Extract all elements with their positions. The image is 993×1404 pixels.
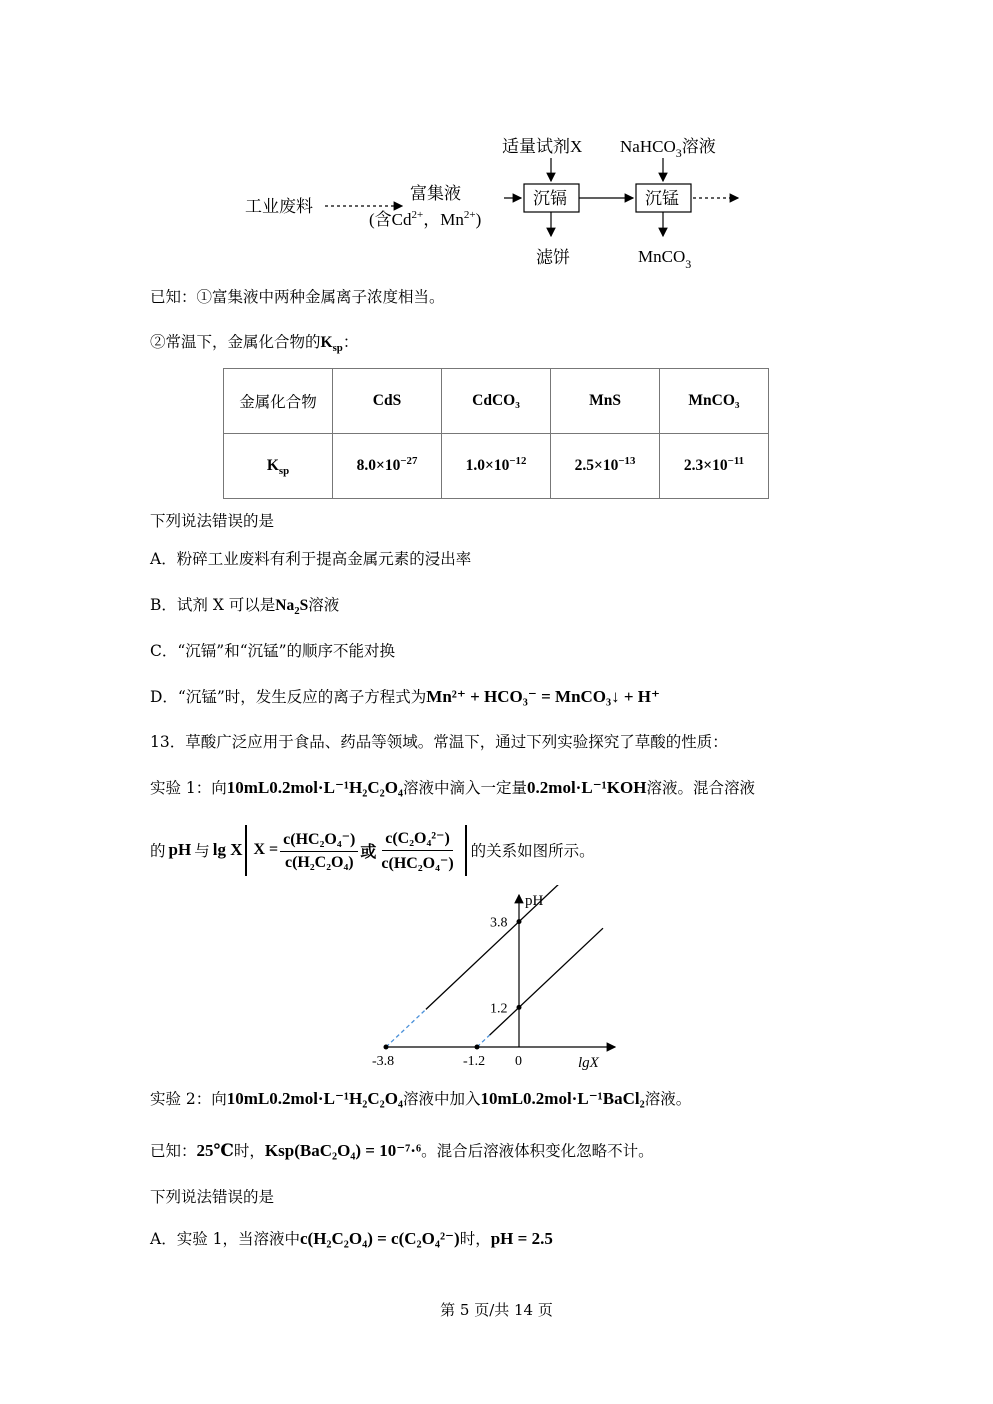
known-condition-1: 已知：①富集液中两种金属离子浓度相当。 [150, 288, 445, 306]
series-1-x-intercept-point [384, 1045, 389, 1050]
y-tick-label: 1.2 [490, 1001, 508, 1017]
q12-stem: 下列说法错误的是 [150, 512, 275, 530]
table-compound-mnco3: MnCO₃ [660, 369, 769, 434]
page-footer: 第 5 页/共 14 页 [440, 1301, 553, 1319]
q13-intro: 13．草酸广泛应用于食品、药品等领域。常温下，通过下列实验探究了草酸的性质： [150, 733, 728, 751]
relationship-line: 的 pH 与 lg X X = $\frac{\text{c(HC₂O₄⁻)}}{\text{c(H₂C₂O₄)}}$ 或 $\frac{\text{c(C₂O₄²⁻)}}{\text{c(HC₂O₄⁻)}}$ 的关系如图所示。 [150, 816, 595, 884]
series-2-x-intercept-point [475, 1045, 480, 1050]
series-1-line [426, 885, 603, 1009]
ph-lgx-chart [370, 885, 630, 1070]
x-tick-label: -3.8 [372, 1054, 395, 1069]
x-definition: X = $\frac{\text{c(HC₂O₄⁻)}}{\text{c(H₂C₂O₄)}}$ 或 $\frac{\text{c(C₂O₄²⁻)}}{\text{c(HC₂O₄⁻)}}$ [245, 825, 466, 876]
table-row [224, 369, 769, 434]
y-tick-label: 3.8 [490, 915, 508, 931]
ksp-table [223, 368, 769, 499]
known-condition-2: ②常温下，金属化合物的$K_{sp}$： [150, 333, 359, 355]
series-2-y-intercept-point [517, 1005, 522, 1010]
table-compound-cds: CdS [333, 369, 442, 434]
series-2-line [490, 928, 603, 1035]
known-condition-3: 已知：25℃时，Ksp(BaC₂O₄) = 10⁻⁷·⁶。混合后溶液体积变化忽略不计。 [150, 1141, 654, 1160]
table-compound-cdco3: CdCO₃ [442, 369, 551, 434]
flow-input: 工业废料 [245, 197, 313, 216]
experiment-2: 实验 2：向10mL0.2mol·L⁻¹H₂C₂O₄溶液中加入10mL0.2mol·L⁻¹BaCl₂溶液。 [150, 1089, 692, 1108]
flow-box-mn-label: 沉锰 [645, 189, 679, 208]
flow-out-mnco3: MnCO$_3$ [638, 247, 692, 271]
table-ksp-mns: $2.5\times 10^{-13}$ [551, 434, 660, 499]
flow-enriched-label: 富集液 [410, 184, 461, 203]
table-ksp-cdco3: $1.0\times 10^{-12}$ [442, 434, 551, 499]
process-flow-diagram [0, 0, 993, 290]
table-row [224, 434, 769, 499]
flow-reagent-nahco3: NaHCO$_3$溶液 [620, 137, 716, 160]
experiment-1: 实验 1：向10mL0.2mol·L⁻¹H₂C₂O₄溶液中滴入一定量0.2mol·L⁻¹KOH溶液。混合溶液 [150, 778, 755, 797]
y-axis-label: pH [525, 893, 544, 909]
q12-option-d: D．“沉锰”时，发生反应的离子方程式为Mn²⁺ + HCO₃⁻ = MnCO₃↓ + H⁺ [150, 687, 660, 706]
series-1-y-intercept-point [517, 919, 522, 924]
q13-stem: 下列说法错误的是 [150, 1188, 275, 1206]
q12-option-c: C．“沉镉”和“沉锰”的顺序不能对换 [150, 642, 396, 660]
fraction-1: $\frac{\text{c(HC₂O₄⁻)}}{\text{c(H₂C₂O₄)}}$ [280, 829, 358, 872]
flow-out-cake: 滤饼 [536, 248, 570, 267]
x-axis-label: lgX [578, 1055, 599, 1070]
q12-option-b: B．试剂 X 可以是$Na_2S$溶液 [150, 596, 340, 618]
series-2-dashed-segment [477, 1035, 490, 1047]
flow-box-cd-label: 沉镉 [533, 189, 567, 208]
x-tick-label: -1.2 [463, 1054, 486, 1069]
q13-option-a: A．实验 1，当溶液中c(H₂C₂O₄) = c(C₂O₄²⁻)时，pH = 2.5 [150, 1229, 553, 1248]
q12-option-a: A．粉碎工业废料有利于提高金属元素的浸出率 [150, 550, 472, 568]
flow-reagent-x: 适量试剂X [502, 137, 583, 156]
series-1-dashed-segment [386, 1009, 426, 1047]
table-header-label: 金属化合物 [224, 369, 333, 434]
table-compound-mns: MnS [551, 369, 660, 434]
table-ksp-mnco3: $2.3\times 10^{-11}$ [660, 434, 769, 499]
table-ksp-cds: $8.0\times 10^{-27}$ [333, 434, 442, 499]
table-ksp-label: $K_{sp}$ [224, 434, 333, 499]
flow-enriched-content: (含$Cd^{2+}$，$Mn^{2+}$) [369, 209, 482, 229]
fraction-2: $\frac{\text{c(C₂O₄²⁻)}}{\text{c(HC₂O₄⁻)}}$ [381, 829, 454, 872]
x-tick-label: 0 [515, 1054, 522, 1069]
